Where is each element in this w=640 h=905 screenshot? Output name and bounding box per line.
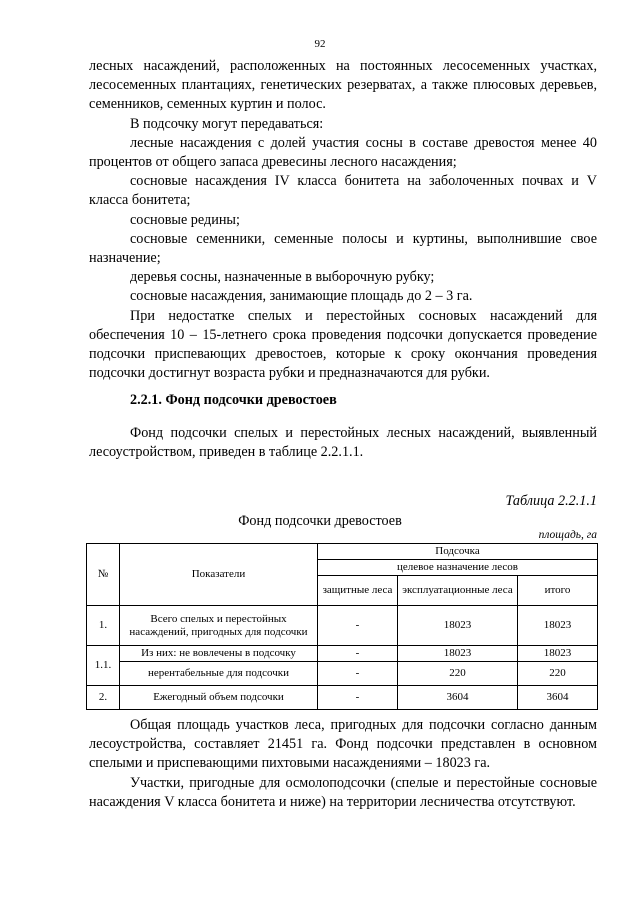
cell-protective: - xyxy=(318,606,398,646)
paragraph: сосновые насаждения IV класса бонитета на заболоченных почвах и V класса бонитета; xyxy=(89,173,597,209)
table-row xyxy=(87,686,598,710)
paragraph: сосновые семенники, семенные полосы и куртины, выполнившие свое назначение; xyxy=(89,230,597,267)
header-total: итого xyxy=(518,576,598,606)
cell-label: Из них: не вовлечены в подсочку xyxy=(120,646,318,662)
cell-total: 18023 xyxy=(518,646,598,662)
cell-exploitation: 220 xyxy=(398,662,518,686)
table-row xyxy=(87,662,598,686)
cell-label: Всего спелых и перестойных насаждений, пригодных для подсочки xyxy=(120,606,318,646)
section-heading: 2.2.1. Фонд подсочки древостоев xyxy=(130,392,337,408)
table-caption: Таблица 2.2.1.1 xyxy=(505,493,597,509)
paragraph: лесных насаждений, расположенных на постоянных лесосеменных участках, лесосеменных плантациях, генетических резерватах, а также плюсовых деревьев, семенников, семенных куртин и полос. xyxy=(89,58,597,113)
cell-protective: - xyxy=(318,662,398,686)
header-protective: защитные леса xyxy=(318,576,398,606)
cell-exploitation: 18023 xyxy=(398,646,518,662)
table-row xyxy=(87,646,598,662)
header-indicators: Показатели xyxy=(120,544,318,606)
paragraph: Общая площадь участков леса, пригодных для подсочки согласно данным лесоустройства, составляет 21451 га. Фонд подсочки представлен в основном спелыми и приспевающими пихтовыми насаждениями – 18023 га. xyxy=(89,717,597,772)
header-num: № xyxy=(87,544,120,606)
paragraph: Участки, пригодные для осмолоподсочки (спелые и перестойные сосновые насаждения V класса бонитета и ниже) на территории лесничества отсутствуют. xyxy=(89,774,597,810)
header-podsochka: Подсочка xyxy=(318,544,598,560)
closing-text xyxy=(89,716,597,812)
paragraph: лесные насаждения с долей участия сосны в составе древостоя менее 40 процентов от общего запаса древесины лесного насаждения; xyxy=(89,134,597,171)
cell-num: 1. xyxy=(87,606,120,646)
cell-total: 18023 xyxy=(518,606,598,646)
cell-protective: - xyxy=(318,686,398,710)
cell-exploitation: 3604 xyxy=(398,686,518,710)
paragraph: сосновые редины; xyxy=(130,211,240,228)
page-number: 92 xyxy=(314,38,326,50)
cell-label: нерентабельные для подсочки xyxy=(120,662,318,686)
body-text xyxy=(89,57,597,383)
paragraph: При недостатке спелых и перестойных сосновых насаждений для обеспечения 10 – 15-летнего срока проведения подсочки допускается проведение подсочки приспевающих древостоев, которые к сроку окончания проведения подсочки достигнут возраста рубки и предназначаются для рубки. xyxy=(89,307,597,382)
table-units: площадь, га xyxy=(538,529,597,541)
cell-exploitation: 18023 xyxy=(398,606,518,646)
cell-num: 1.1. xyxy=(87,646,120,686)
paragraph: сосновые насаждения, занимающие площадь до 2 – 3 га. xyxy=(130,288,473,305)
cell-total: 3604 xyxy=(518,686,598,710)
intro-paragraph-block xyxy=(89,424,597,462)
cell-label: Ежегодный объем подсочки xyxy=(120,686,318,710)
paragraph: В подсочку могут передаваться: xyxy=(130,115,324,132)
table-header-row xyxy=(87,544,598,560)
table-title: Фонд подсочки древостоев xyxy=(238,513,402,529)
podsochka-fund-table xyxy=(86,543,598,710)
table-row xyxy=(87,606,598,646)
header-purpose: целевое назначение лесов xyxy=(318,560,598,576)
cell-num: 2. xyxy=(87,686,120,710)
header-exploitation: эксплуатационные леса xyxy=(398,576,518,606)
paragraph: деревья сосны, назначенные в выборочную рубку; xyxy=(130,269,435,286)
cell-protective: - xyxy=(318,646,398,662)
cell-total: 220 xyxy=(518,662,598,686)
intro-paragraph: Фонд подсочки спелых и перестойных лесных насаждений, выявленный лесоустройством, приведен в таблице 2.2.1.1. xyxy=(89,425,597,461)
